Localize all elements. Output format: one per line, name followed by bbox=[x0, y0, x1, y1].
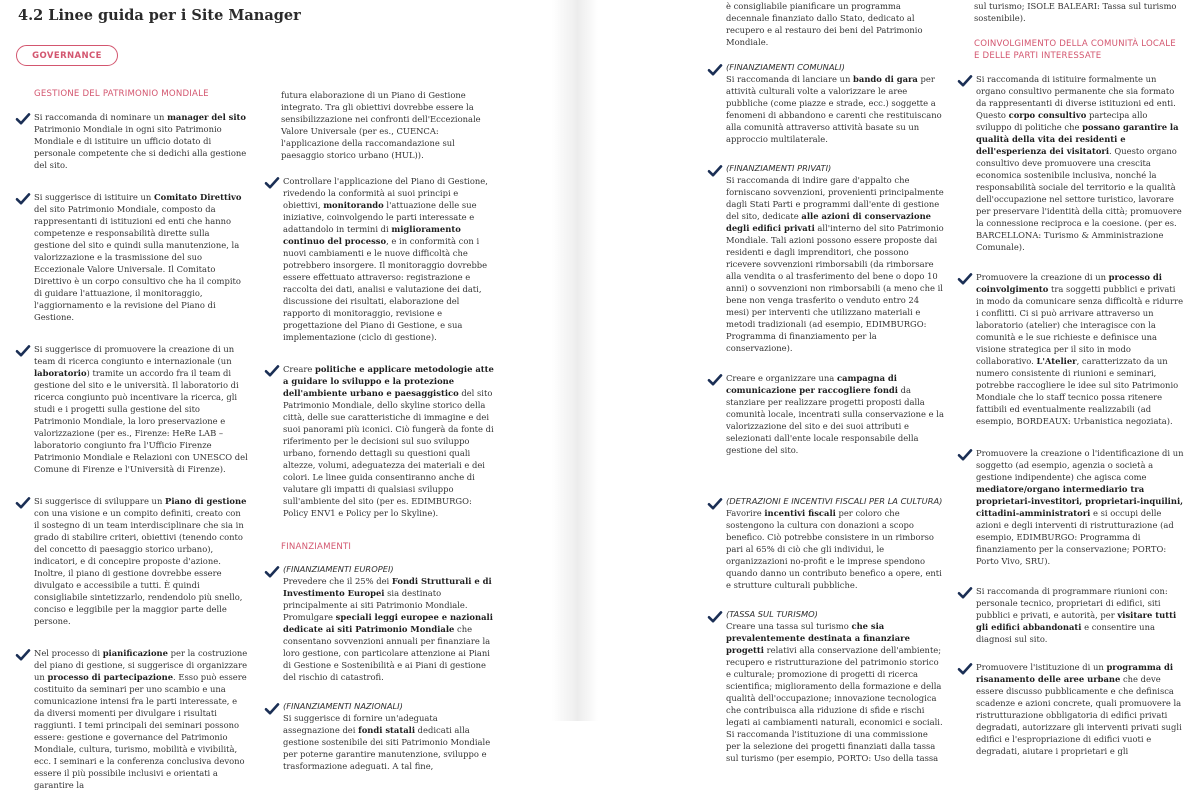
item-subheading: (FINANZIAMENTI NAZIONALI) bbox=[283, 701, 403, 711]
guideline-item bbox=[16, 111, 248, 171]
column-3 bbox=[708, 0, 944, 780]
checkmark-icon bbox=[708, 162, 722, 174]
guideline-item bbox=[708, 609, 944, 764]
guideline-item bbox=[958, 271, 1184, 427]
guideline-item bbox=[708, 496, 944, 591]
guideline-item bbox=[708, 372, 944, 456]
guideline-item bbox=[958, 585, 1184, 645]
guideline-item bbox=[708, 62, 944, 145]
checkmark-icon bbox=[708, 608, 722, 620]
item-text: Si suggerisce di sviluppare un Piano di gestione con una visione e un compito definiti, creato con il sostegno di un team interdisciplinare che sia in grado di stabilire criteri, obiettivi (tenendo conto del concetto di paesaggio storico urbano), indicatori, e di concepire proposte d'azione. Inoltre, il piano di gestione dovrebbe essere divulgato e accessibile a tutti. È quindi consigliabile sintetizzarlo, rendendolo più snello, conciso e leggibile per la maggior parte delle persone. bbox=[34, 496, 247, 626]
checkmark-icon bbox=[958, 270, 972, 282]
item-text: Favorire incentivi fiscali per coloro che sostengono la cultura con donazioni a scopo benefico. Ciò potrebbe consistere in un rimborso pari al 65% di ciò che gli individui, le organizzazioni no-profit e le imprese spendono quando danno un contributo benefico a opere, enti e strutture culturali pubbliche. bbox=[726, 508, 942, 590]
item-text: Si raccomanda di lanciare un bando di gara per attività culturali volte a valorizzare le aree pubbliche (come piazze e strade, ecc.) soggette a fenomeni di abbandono e carenti che restituiscano alla comunità attraverso attività basate su un approccio multilaterale. bbox=[726, 74, 942, 144]
checkmark-icon bbox=[16, 110, 30, 122]
checkmark-icon bbox=[16, 494, 30, 506]
guideline-item bbox=[16, 495, 248, 627]
item-text: Si raccomanda di istituire formalmente un organo consultivo permanente che sia formato da rappresentanti di diverse istituzioni ed enti. Questo corpo consultivo partecipa allo sviluppo di politiche che possano garantire la qualità della vita dei residenti e dell'esperienza dei visitatori. Questo organo consultivo deve promuovere una crescita economica sostenibile inclusiva, nonché la responsabilità sociale del territorio e la qualità dell'occupazione nel settore turistico, lavorare per preservare l'identità della città; promuovere la connessione reciproca e la coesione. (per es. BARCELLONA: Turismo & Amministrazione Comunale). bbox=[976, 74, 1182, 252]
checkmark-icon bbox=[708, 371, 722, 383]
item-text: Creare una tassa sul turismo che sia prevalentemente destinata a finanziare progetti relativi alla conservazione dell'ambiente; recupero e ristrutturazione del patrimonio storico e culturale; promozione di progetti di ricerca scientifica; miglioramento della formazione e della qualità dell'occupazione; innovazione tecnologica che contribuisca alla riduzione di sfide e rischi legati ai cambiamenti naturali, economici e sociali. Si raccomanda l'istituzione di una commissione per la selezione dei progetti finanziati dalla tassa sul turismo (per esempio, PORTO: Uso della tassa bbox=[726, 621, 943, 763]
column-3-continued-text: è consigliabile pianificare un programma decennale finanziato dallo Stato, dedicato al recupero e al restauro dei beni del Patrimonio Mondiale. bbox=[726, 1, 923, 47]
checkmark-icon bbox=[958, 72, 972, 84]
checkmark-icon bbox=[265, 563, 279, 575]
column-4 bbox=[958, 0, 1184, 773]
guideline-item bbox=[265, 564, 497, 683]
item-text: Prevedere che il 25% dei Fondi Strutturali e di Investimento Europei sia destinato principalmente ai siti Patrimonio Mondiale. Promulgare speciali leggi europee e nazionali dedicate ai siti Patrimonio Mondiale che consentano sovvenzioni annuali per finanziare la loro gestione, con particolare attenzione ai Piani di Gestione e Sostenibilità e ai Piani di gestione del rischio di catastrofi. bbox=[283, 576, 493, 682]
item-text: Controllare l'applicazione del Piano di Gestione, rivedendo la conformità ai suoi principi e obiettivi, monitorando l'attuazione delle sue iniziative, coinvolgendo le parti interessate e adattandolo in termini di miglioramento continuo del processo, e in conformità con i nuovi cambiamenti e le nuove difficoltà che potrebbero insorgere. Il monitoraggio dovrebbe essere effettuato attraverso: registrazione e raccolta dei dati, analisi e valutazione dei dati, discussione dei risultati, elaborazione del rapporto di monitoraggio, revisione e progettazione del Piano di Gestione, e sua implementazione (ciclo di gestione). bbox=[283, 176, 488, 342]
item-text: Si suggerisce di istituire un Comitato Direttivo del sito Patrimonio Mondiale, composto da rappresentanti di istituzioni ed enti che hanno competenze e responsabilità dirette sulla gestione del sito e quindi sulla manutenzione, la valorizzazione e la trasmissione del suo Eccezionale Valore Universale. Il Comitato Direttivo è un corpo consultivo che ha il compito di guidare l'attuazione, il monitoraggio, l'aggiornamento e la revisione del Piano di Gestione. bbox=[34, 192, 242, 322]
item-text: Promuovere la creazione o l'identificazione di un soggetto (ad esempio, agenzia o società a gestione indipendente) che agisca come mediatore/organo intermediario tra proprietari-investitori, proprietari-inquilini, cittadini-amministratori e si occupi delle azioni e degli interventi di ristrutturazione (ad esempio, EDIMBURGO: Programma di finanziamento per la conservazione; PORTO: Porto Vivo, SRU). bbox=[976, 448, 1184, 566]
checkmark-icon bbox=[265, 700, 279, 712]
section-heading-finanziamenti: FINANZIAMENTI bbox=[281, 542, 352, 552]
guideline-item bbox=[265, 701, 497, 772]
guideline-item bbox=[958, 447, 1184, 567]
checkmark-icon bbox=[265, 174, 279, 186]
item-subheading: (FINANZIAMENTI COMUNALI) bbox=[726, 62, 845, 72]
checkmark-icon bbox=[16, 646, 30, 658]
item-subheading: (FINANZIAMENTI EUROPEI) bbox=[283, 564, 394, 574]
left-page bbox=[0, 0, 552, 790]
item-text: Si raccomanda di programmare riunioni con: personale tecnico, proprietari di edifici, siti pubblici e privati, e autorità, per visitare tutti gli edifici abbandonati e consentire una diagnosi sul sito. bbox=[976, 586, 1177, 644]
guideline-item bbox=[708, 163, 944, 354]
guideline-item bbox=[958, 73, 1184, 253]
checkmark-icon bbox=[958, 660, 972, 672]
item-subheading: (FINANZIAMENTI PRIVATI) bbox=[726, 163, 832, 173]
checkmark-icon bbox=[16, 190, 30, 202]
column-4-continued-text: sul turismo; ISOLE BALEARI: Tassa sul turismo sostenibile). bbox=[974, 1, 1177, 23]
page-title: 4.2 Linee guida per i Site Manager bbox=[18, 7, 301, 24]
column-1 bbox=[16, 88, 248, 807]
item-text: Promuovere la creazione di un processo di coinvolgimento tra soggetti pubblici e privati in modo da comunicare senza difficoltà e ridurre i conflitti. Ci si può arrivare attraverso un laboratorio (atelier) che interagisce con la comunità e le sue richieste e definisce una visione strategica per il sito in modo collaborativo. L'Atelier, caratterizzato da un numero consistente di riunioni e seminari, potrebbe raccogliere le idee sul sito Patrimonio Mondiale che lo staff tecnico possa ritenere fattibili ed eventualmente realizzabili (ad esempio, BORDEAUX: Urbanistica negoziata). bbox=[976, 272, 1184, 426]
item-text: Promuovere l'istituzione di un programma di risanamento delle aree urbane che deve essere discusso pubblicamente e che definisca scadenze e azioni concrete, quali promuovere la ristrutturazione obbligatoria di edifici privati degradati, autorizzare gli interventi privati sugli edifici e l'espropriazione di edifici vuoti e degradati, aiutare i proprietari e gli bbox=[976, 662, 1182, 756]
right-page bbox=[598, 0, 1199, 763]
guideline-item bbox=[958, 661, 1184, 757]
guideline-item bbox=[16, 191, 248, 323]
item-text: Si suggerisce di promuovere la creazione di un team di ricerca congiunto e internazionale (un laboratorio) tramite un accordo fra il team di gestione del sito e le università. Il laboratorio di ricerca congiunto può incentivare la ricerca, gli studi e i progetti sulla gestione del sito Patrimonio Mondiale, la loro preservazione e valorizzazione (per es., Firenze: HeRe LAB – laboratorio congiunto fra l'Ufficio Firenze Patrimonio Mondiale e Relazioni con UNESCO del Comune di Firenze e l'Università di Firenze). bbox=[34, 344, 248, 474]
item-text: Si suggerisce di fornire un'adeguata assegnazione dei fondi statali dedicati alla gestione sostenibile dei siti Patrimonio Mondiale per poterne garantire manutenzione, sviluppo e trasformazione adeguati. A tal fine, bbox=[283, 713, 491, 771]
section-heading-coinvolgimento: COINVOLGIMENTO DELLA COMUNITÀ LOCALE E DELLE PARTI INTERESSATE bbox=[974, 39, 1176, 61]
checkmark-icon bbox=[708, 495, 722, 507]
checkmark-icon bbox=[16, 342, 30, 354]
guideline-item bbox=[16, 647, 248, 791]
item-text: Creare politiche e applicare metodologie atte a guidare lo sviluppo e la protezione dell'ambiente urbano e paesaggistico del sito Patrimonio Mondiale, dello skyline storico della città, delle sue caratteristiche di immagine e dei suoi panorami più iconici. Ciò fungerà da fonte di riferimento per le decisioni sul suo sviluppo urbano, fornendo dettagli su questioni quali altezze, volumi, adeguatezza dei materiali e dei colori. Le linee guida consentiranno anche di valutare gli impatti di qualsiasi sviluppo sull'ambiente del sito (per es. EDIMBURGO: Policy ENV1 e Policy per lo Skyline). bbox=[283, 364, 494, 518]
governance-pill: GOVERNANCE bbox=[16, 45, 118, 66]
checkmark-icon bbox=[265, 362, 279, 374]
item-text: Si raccomanda di indire gare d'appalto che forniscano sovvenzioni, provenienti principalmente dagli Stati Parti e programmi dall'ente di gestione del sito, dedicate alle azioni di conservazione degli edifici privati all'interno del sito Patrimonio Mondiale. Tali azioni possono essere proposte dai residenti e dagli imprenditori, che possono ricevere sovvenzioni rimborsabili (da rimborsare alla vendita o al trasferimento del bene o dopo 10 anni) o sovvenzioni non rimborsabili (a meno che il bene non venga trasferito o venduto entro 24 mesi) per interventi che utilizzano materiali e metodi tradizionali (ad esempio, EDIMBURGO: Programma di finanziamento per la conservazione). bbox=[726, 175, 944, 353]
guideline-item bbox=[265, 175, 497, 343]
checkmark-icon bbox=[708, 61, 722, 73]
section-heading-gestione: GESTIONE DEL PATRIMONIO MONDIALE bbox=[34, 89, 209, 99]
guideline-item bbox=[16, 343, 248, 475]
page-gutter bbox=[552, 0, 598, 721]
item-text: Nel processo di pianificazione per la costruzione del piano di gestione, si suggerisce di organizzare un processo di partecipazione. Esso può essere costituito da seminari per uno scambio e una comunicazione intensi fra le parti interessate, e da diversi momenti per divulgare i risultati raggiunti. I temi principali dei seminari possono essere: gestione e governance del Patrimonio Mondiale, cultura, turismo, mobilità e vivibilità, ecc. I seminari e la conferenza conclusiva devono essere il più possibile inclusivi e orientati a garantire la bbox=[34, 648, 248, 790]
item-text: Si raccomanda di nominare un manager del sito Patrimonio Mondiale in ogni sito Patrimonio Mondiale e di istituire un ufficio dotato di personale competente che si dedichi alla gestione del sito. bbox=[34, 112, 247, 170]
item-subheading: (TASSA SUL TURISMO) bbox=[726, 609, 818, 619]
column-2-continued-text: futura elaborazione di un Piano di Gestione integrato. Tra gli obiettivi dovrebbe essere la sensibilizzazione nei confronti dell'Eccezionale Valore Universale (per es., CUENCA: l'applicazione della raccomandazione sul paesaggio storico urbano (HUL)). bbox=[281, 90, 481, 160]
checkmark-icon bbox=[958, 446, 972, 458]
column-2 bbox=[265, 89, 497, 788]
item-subheading: (DETRAZIONI E INCENTIVI FISCALI PER LA CULTURA) bbox=[726, 496, 943, 506]
item-text: Creare e organizzare una campagna di comunicazione per raccogliere fondi da stanziare per realizzare progetti proposti dalla comunità locale, incentrati sulla conservazione e la valorizzazione del sito e dei suoi attributi e selezionati dall'ente locale responsabile della gestione del sito. bbox=[726, 373, 944, 455]
guideline-item bbox=[265, 363, 497, 519]
checkmark-icon bbox=[958, 584, 972, 596]
